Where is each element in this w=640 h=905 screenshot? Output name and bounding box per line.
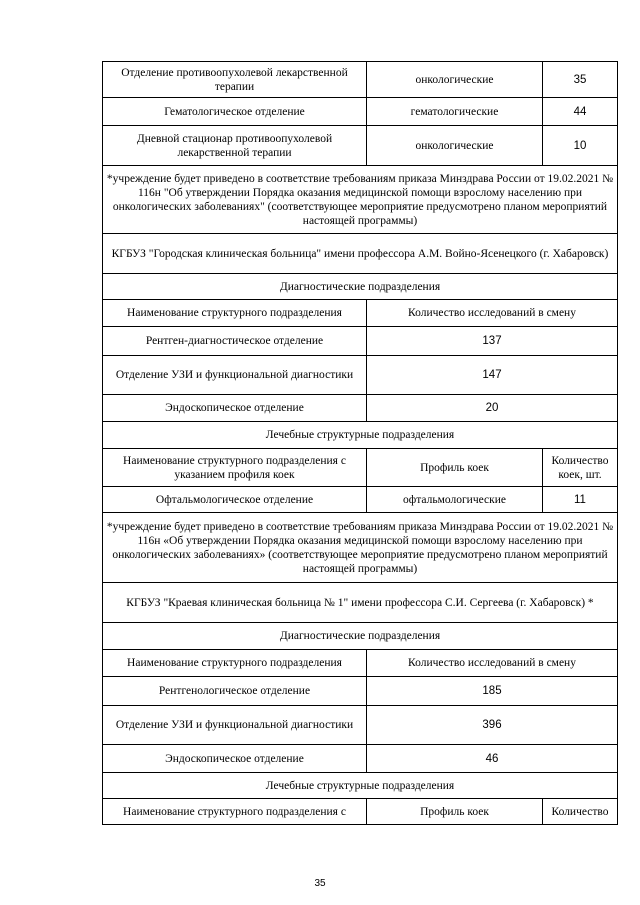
- department-name: Офтальмологическое отделение: [103, 487, 367, 513]
- bed-count: 10: [543, 126, 618, 166]
- hospital-title: КГБУЗ "Городская клиническая больница" имени профессора А.М. Войно-Ясенецкого (г. Хабаровск): [103, 234, 618, 274]
- section-header-row: [103, 422, 618, 449]
- section-header-row: [103, 623, 618, 650]
- note-row: [103, 513, 618, 583]
- department-name: Рентген-диагностическое отделение: [103, 327, 367, 356]
- section-header-row: [103, 274, 618, 300]
- treatment-section-header: Лечебные структурные подразделения: [103, 422, 618, 449]
- bed-profile: гематологические: [367, 98, 543, 126]
- table-row: [103, 487, 618, 513]
- table-row: [103, 356, 618, 395]
- footnote: *учреждение будет приведено в соответствие требованиям приказа Минздрава России от 19.02.2021 № 116н "Об утверждении Порядка оказания медицинской помощи взрослому населению при онкологических заболеваниях" (соответствующее мероприятие предусмотрено планом мероприятий настоящей программы): [103, 166, 618, 234]
- column-header-row: [103, 650, 618, 677]
- department-name: Дневной стационар противоопухолевой лекарственной терапии: [103, 126, 367, 166]
- table-row: [103, 745, 618, 773]
- department-name: Отделение противоопухолевой лекарственной терапии: [103, 62, 367, 98]
- bed-profile: онкологические: [367, 126, 543, 166]
- table-row: [103, 706, 618, 745]
- department-name: Отделение УЗИ и функциональной диагностики: [103, 706, 367, 745]
- column-header-count: Количество исследований в смену: [367, 300, 618, 327]
- bed-count: 35: [543, 62, 618, 98]
- column-header-profile: Профиль коек: [367, 449, 543, 487]
- column-header-count: Количество коек, шт.: [543, 449, 618, 487]
- exam-count: 147: [367, 356, 618, 395]
- exam-count: 396: [367, 706, 618, 745]
- column-header-name: Наименование структурного подразделения с указанием профиля коек: [103, 449, 367, 487]
- column-header-name: Наименование структурного подразделения с: [103, 799, 367, 825]
- column-header-row: [103, 300, 618, 327]
- bed-profile: офтальмологические: [367, 487, 543, 513]
- facilities-table: [102, 61, 618, 825]
- department-name: Рентгенологическое отделение: [103, 677, 367, 706]
- department-name: Эндоскопическое отделение: [103, 395, 367, 422]
- hospital-title-row: [103, 234, 618, 274]
- column-header-row: [103, 449, 618, 487]
- page-number: 35: [314, 878, 326, 889]
- table-row: [103, 62, 618, 98]
- note-row: [103, 166, 618, 234]
- table-row: [103, 98, 618, 126]
- table-row: [103, 677, 618, 706]
- column-header-name: Наименование структурного подразделения: [103, 650, 367, 677]
- column-header-profile: Профиль коек: [367, 799, 543, 825]
- hospital-title-row: [103, 583, 618, 623]
- table-row: [103, 327, 618, 356]
- table-row: [103, 395, 618, 422]
- bed-count: 44: [543, 98, 618, 126]
- section-header-row: [103, 773, 618, 799]
- column-header-name: Наименование структурного подразделения: [103, 300, 367, 327]
- footnote: *учреждение будет приведено в соответствие требованиям приказа Минздрава России от 19.02.2021 № 116н «Об утверждении Порядка оказания медицинской помощи взрослому населению при онкологических заболеваниях» (соответствующее мероприятие предусмотрено планом мероприятий настоящей программы): [103, 513, 618, 583]
- column-header-count: Количество исследований в смену: [367, 650, 618, 677]
- diagnostic-section-header: Диагностические подразделения: [103, 623, 618, 650]
- treatment-section-header: Лечебные структурные подразделения: [103, 773, 618, 799]
- column-header-count: Количество: [543, 799, 618, 825]
- exam-count: 137: [367, 327, 618, 356]
- department-name: Эндоскопическое отделение: [103, 745, 367, 773]
- column-header-row: [103, 799, 618, 825]
- exam-count: 20: [367, 395, 618, 422]
- diagnostic-section-header: Диагностические подразделения: [103, 274, 618, 300]
- bed-profile: онкологические: [367, 62, 543, 98]
- table-row: [103, 126, 618, 166]
- department-name: Отделение УЗИ и функциональной диагностики: [103, 356, 367, 395]
- hospital-title: КГБУЗ "Краевая клиническая больница № 1" имени профессора С.И. Сергеева (г. Хабаровск) *: [103, 583, 618, 623]
- exam-count: 185: [367, 677, 618, 706]
- bed-count: 11: [543, 487, 618, 513]
- exam-count: 46: [367, 745, 618, 773]
- department-name: Гематологическое отделение: [103, 98, 367, 126]
